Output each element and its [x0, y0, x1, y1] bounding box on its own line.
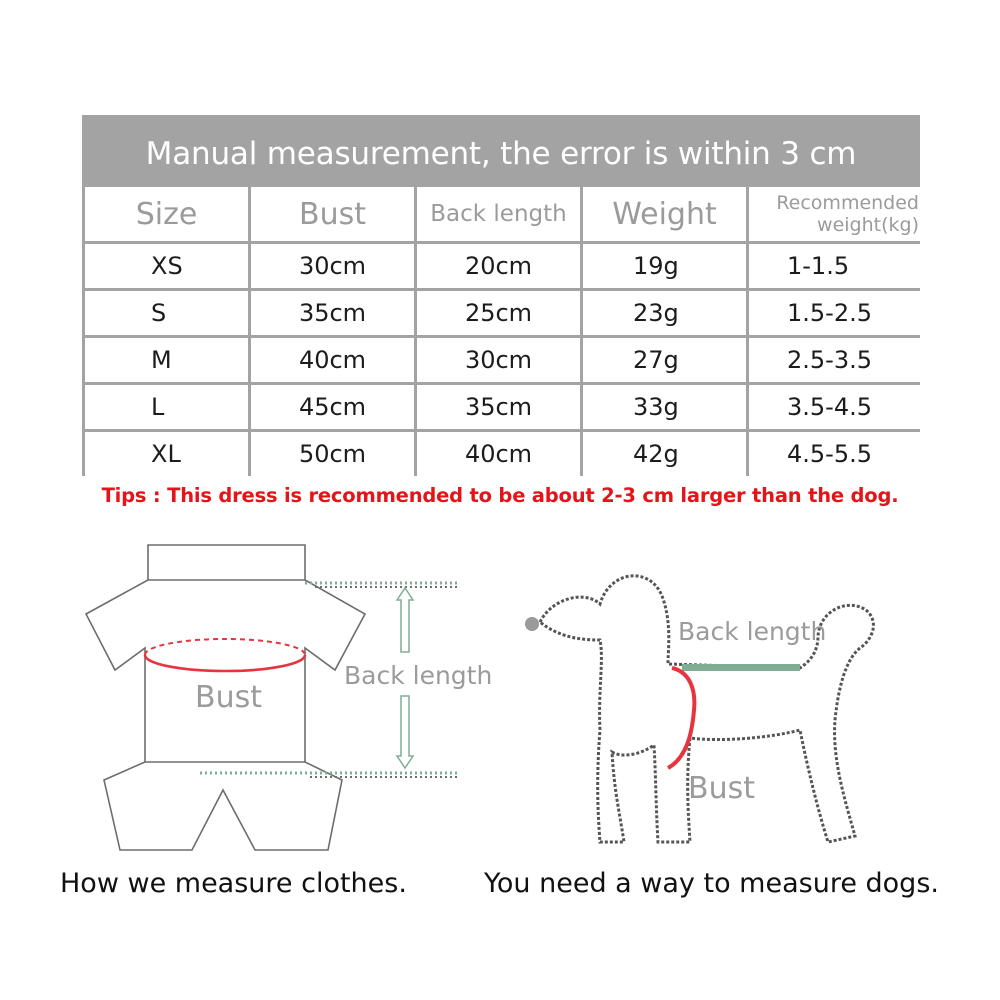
cell-recommended: 1.5-2.5: [749, 291, 923, 335]
cell-back-length: 25cm: [417, 291, 580, 335]
cell-bust: 45cm: [251, 385, 414, 429]
dog-back-length-bar: [682, 664, 800, 671]
cell-size: M: [85, 338, 248, 382]
cell-bust: 35cm: [251, 291, 414, 335]
size-table: [82, 187, 920, 476]
dog-bust-label: Bust: [688, 771, 755, 806]
cell-back-length: 20cm: [417, 244, 580, 288]
header-recommended-weight: [749, 187, 923, 241]
cell-size: XL: [85, 432, 248, 476]
cell-weight: 42g: [583, 432, 746, 476]
cell-weight: 33g: [583, 385, 746, 429]
cell-weight: 23g: [583, 291, 746, 335]
dog-bust-ring: [668, 668, 694, 768]
clothes-caption: How we measure clothes.: [60, 868, 407, 899]
header-bust: Bust: [251, 187, 414, 241]
cell-back-length: 30cm: [417, 338, 580, 382]
header-recommended-line2: weight(kg): [817, 214, 919, 236]
table-title: Manual measurement, the error is within 3 cm: [82, 115, 920, 187]
clothes-bust-label: Bust: [195, 680, 262, 715]
cell-recommended: 3.5-4.5: [749, 385, 923, 429]
cell-back-length: 40cm: [417, 432, 580, 476]
cell-recommended: 1-1.5: [749, 244, 923, 288]
clothes-bust-ring: [145, 639, 305, 671]
cell-back-length: 35cm: [417, 385, 580, 429]
cell-size: S: [85, 291, 248, 335]
cell-size: L: [85, 385, 248, 429]
header-recommended-line1: Recommended: [776, 192, 919, 214]
clothes-back-length-label: Back length: [344, 661, 493, 690]
cell-weight: 27g: [583, 338, 746, 382]
header-size: Size: [85, 187, 248, 241]
tips-text: Tips : This dress is recommended to be about 2-3 cm larger than the dog.: [101, 484, 899, 507]
cell-bust: 50cm: [251, 432, 414, 476]
dog-caption: You need a way to measure dogs.: [484, 868, 939, 899]
cell-recommended: 2.5-3.5: [749, 338, 923, 382]
header-weight: Weight: [583, 187, 746, 241]
cell-bust: 40cm: [251, 338, 414, 382]
header-back-length: Back length: [417, 187, 580, 241]
measurement-diagrams: [0, 530, 1000, 870]
cell-size: XS: [85, 244, 248, 288]
dog-nose-icon: [525, 617, 539, 631]
cell-bust: 30cm: [251, 244, 414, 288]
cell-weight: 19g: [583, 244, 746, 288]
dog-back-length-label: Back length: [678, 617, 827, 646]
cell-recommended: 4.5-5.5: [749, 432, 923, 476]
